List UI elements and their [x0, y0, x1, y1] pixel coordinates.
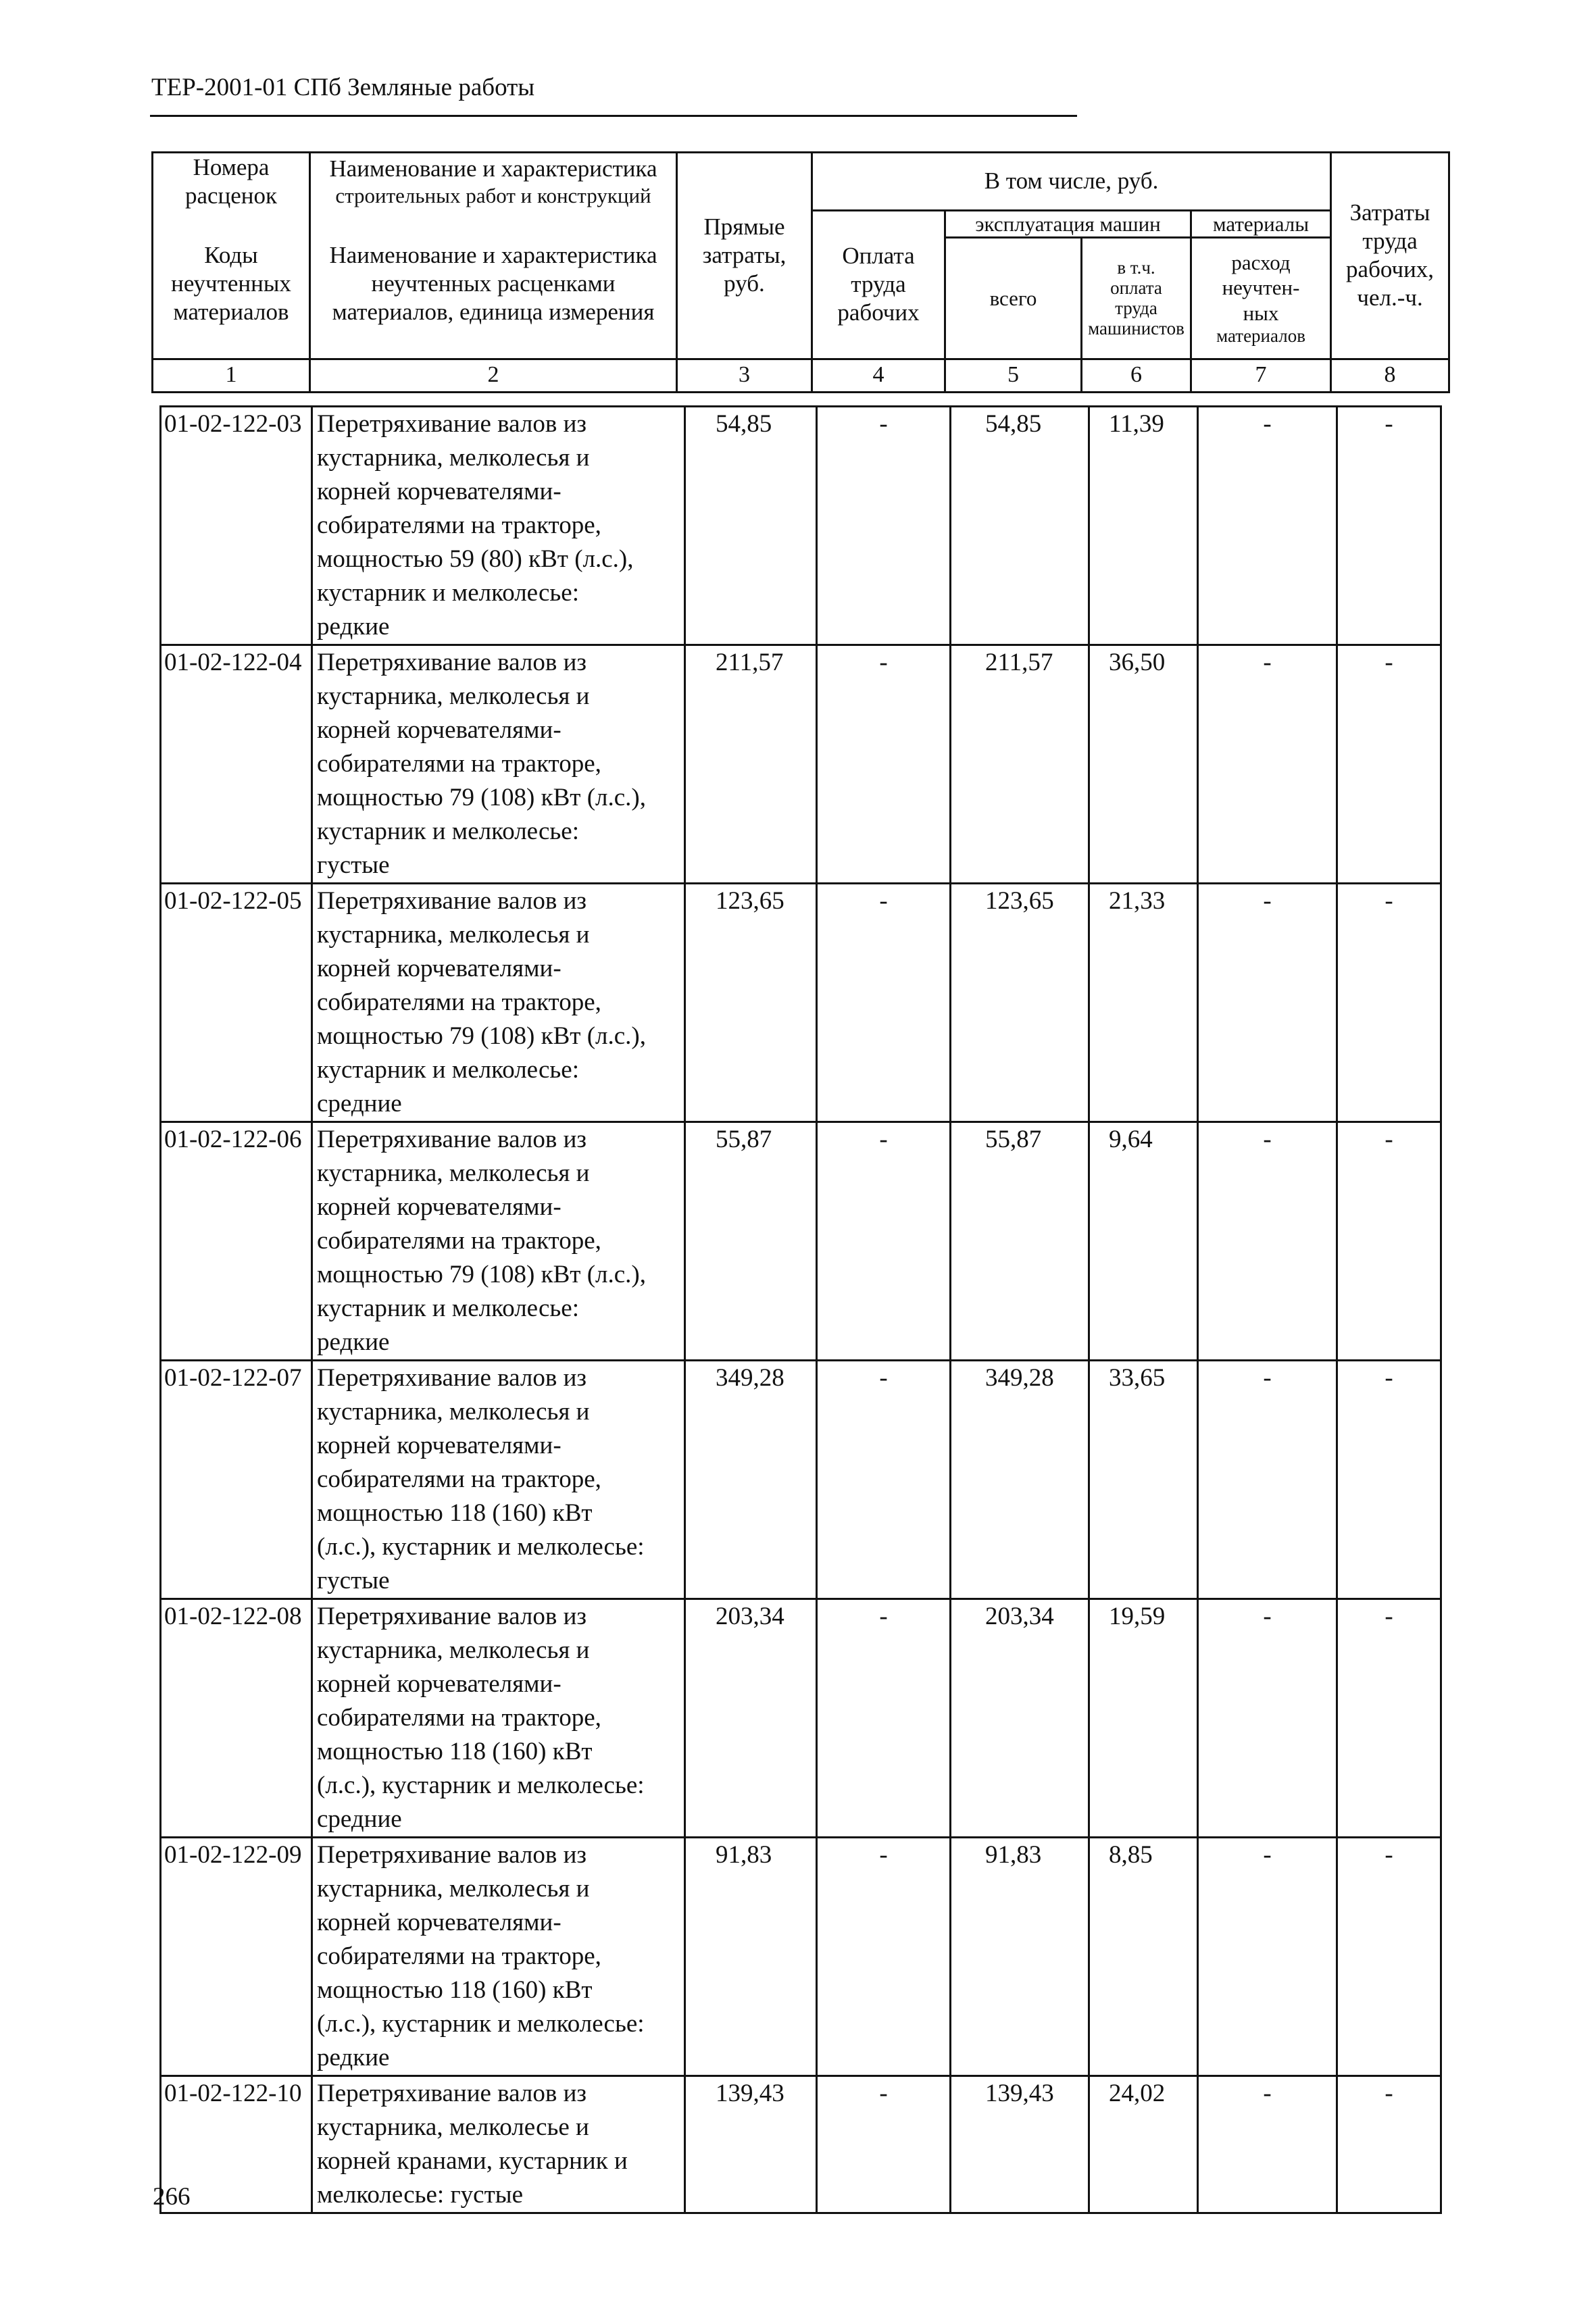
machines-total: 55,87: [951, 1122, 1089, 1361]
description-line: средние: [317, 1090, 402, 1117]
column-number: 6: [1082, 359, 1191, 392]
description-line: Перетряхивание валов из: [317, 2080, 587, 2107]
description-line: корней корчевателями-: [317, 478, 562, 505]
work-description: [312, 884, 685, 1122]
rate-code: 01-02-122-06: [161, 1122, 312, 1361]
direct-costs: 203,34: [685, 1599, 817, 1838]
direct-costs: 54,85: [685, 407, 817, 645]
rates-table: [159, 405, 1442, 2214]
unaccounted-materials: -: [1198, 1599, 1337, 1838]
work-description: [312, 645, 685, 884]
header-name-bottom: Наименование и характеристика неучтенных расценками материалов, единица измерения: [310, 210, 677, 359]
description-line: (л.с.), кустарник и мелколесье:: [317, 1771, 645, 1799]
description-line: густые: [317, 851, 390, 879]
direct-costs: 91,83: [685, 1838, 817, 2076]
description-line: корней корчевателями-: [317, 1909, 562, 1936]
direct-costs: 139,43: [685, 2076, 817, 2213]
description-line: Перетряхивание валов из: [317, 887, 587, 915]
column-number: 5: [945, 359, 1082, 392]
rate-code: 01-02-122-10: [161, 2076, 312, 2213]
operator-wages: 36,50: [1089, 645, 1198, 884]
operator-wages: 9,64: [1089, 1122, 1198, 1361]
description-line: корней корчевателями-: [317, 955, 562, 982]
header-codes-top: Номера расценок: [153, 153, 310, 211]
description-line: кустарник и мелколесье:: [317, 579, 580, 607]
labor-hours: -: [1337, 2076, 1441, 2213]
table-row: [161, 407, 1441, 645]
description-line: редкие: [317, 2044, 390, 2071]
column-number: 3: [677, 359, 812, 392]
description-line: мелколесье: густые: [317, 2181, 524, 2209]
column-number: 1: [153, 359, 310, 392]
operator-wages: 11,39: [1089, 407, 1198, 645]
rate-code: 01-02-122-08: [161, 1599, 312, 1838]
direct-costs: 211,57: [685, 645, 817, 884]
header-operator-wages: в т.ч. оплата труда машинистов: [1082, 237, 1191, 359]
machines-total: 139,43: [951, 2076, 1089, 2213]
machines-total: 123,65: [951, 884, 1089, 1122]
description-line: густые: [317, 1567, 390, 1594]
machines-total: 349,28: [951, 1361, 1089, 1599]
labor-hours: -: [1337, 645, 1441, 884]
description-line: корней корчевателями-: [317, 1193, 562, 1221]
unaccounted-materials: -: [1198, 884, 1337, 1122]
description-line: Перетряхивание валов из: [317, 1603, 587, 1630]
description-line: корней корчевателями-: [317, 716, 562, 744]
labor-hours: -: [1337, 407, 1441, 645]
running-head: ТЕР-2001-01 СПб Земляные работы: [151, 74, 535, 101]
machines-total: 211,57: [951, 645, 1089, 884]
header-labor-hours: Затраты труда рабочих, чел.-ч.: [1331, 153, 1449, 359]
header-machines-total: всего: [945, 237, 1082, 359]
description-line: кустарник и мелколесье:: [317, 1294, 580, 1322]
direct-costs: 123,65: [685, 884, 817, 1122]
description-line: кустарника, мелколесья и: [317, 1398, 590, 1426]
description-line: корней корчевателями-: [317, 1432, 562, 1459]
worker-wages: -: [817, 884, 951, 1122]
operator-wages: 21,33: [1089, 884, 1198, 1122]
description-line: кустарника, мелколесья и: [317, 921, 590, 949]
worker-wages: -: [817, 1361, 951, 1599]
description-line: собирателями на тракторе,: [317, 1465, 601, 1493]
description-line: мощностью 118 (160) кВт: [317, 1499, 593, 1527]
table-row: [161, 1838, 1441, 2076]
description-line: мощностью 118 (160) кВт: [317, 1976, 593, 2004]
description-line: мощностью 79 (108) кВт (л.с.),: [317, 1022, 646, 1050]
description-line: мощностью 79 (108) кВт (л.с.),: [317, 784, 646, 811]
worker-wages: -: [817, 407, 951, 645]
header-codes-bottom: Коды неучтенных материалов: [153, 210, 310, 359]
header-name-top: Наименование и характеристика строительных работ и конструкций: [310, 153, 677, 211]
unaccounted-materials: -: [1198, 1838, 1337, 2076]
unaccounted-materials: -: [1198, 1361, 1337, 1599]
machines-total: 203,34: [951, 1599, 1089, 1838]
operator-wages: 19,59: [1089, 1599, 1198, 1838]
description-line: собирателями на тракторе,: [317, 988, 601, 1016]
description-line: (л.с.), кустарник и мелколесье:: [317, 1533, 645, 1561]
description-line: кустарник и мелколесье:: [317, 1056, 580, 1084]
description-line: собирателями на тракторе,: [317, 1942, 601, 1970]
rate-code: 01-02-122-04: [161, 645, 312, 884]
machines-total: 54,85: [951, 407, 1089, 645]
worker-wages: -: [817, 645, 951, 884]
operator-wages: 33,65: [1089, 1361, 1198, 1599]
header-group-including: В том числе, руб.: [812, 153, 1331, 211]
description-line: корней корчевателями-: [317, 1670, 562, 1698]
work-description: [312, 1599, 685, 1838]
description-line: Перетряхивание валов из: [317, 410, 587, 438]
labor-hours: -: [1337, 1361, 1441, 1599]
description-line: (л.с.), кустарник и мелколесье:: [317, 2010, 645, 2038]
header-materials: материалы: [1191, 210, 1331, 237]
description-line: мощностью 79 (108) кВт (л.с.),: [317, 1261, 646, 1288]
rate-code: 01-02-122-09: [161, 1838, 312, 2076]
work-description: [312, 2076, 685, 2213]
description-line: Перетряхивание валов из: [317, 649, 587, 676]
table-row: [161, 1361, 1441, 1599]
worker-wages: -: [817, 1838, 951, 2076]
description-line: кустарника, мелколесья и: [317, 1636, 590, 1664]
labor-hours: -: [1337, 1599, 1441, 1838]
labor-hours: -: [1337, 1122, 1441, 1361]
description-line: кустарник и мелколесье:: [317, 818, 580, 845]
column-number: 7: [1191, 359, 1331, 392]
table-row: [161, 1599, 1441, 1838]
description-line: собирателями на тракторе,: [317, 750, 601, 778]
description-line: собирателями на тракторе,: [317, 1227, 601, 1255]
description-line: корней кранами, кустарник и: [317, 2147, 628, 2175]
unaccounted-materials: -: [1198, 2076, 1337, 2213]
unaccounted-materials: -: [1198, 1122, 1337, 1361]
description-line: кустарника, мелколесье и: [317, 2113, 589, 2141]
direct-costs: 349,28: [685, 1361, 817, 1599]
worker-wages: -: [817, 2076, 951, 2213]
description-line: средние: [317, 1805, 402, 1833]
rate-code: 01-02-122-05: [161, 884, 312, 1122]
table-row: [161, 1122, 1441, 1361]
operator-wages: 24,02: [1089, 2076, 1198, 2213]
description-line: собирателями на тракторе,: [317, 1704, 601, 1732]
rate-code: 01-02-122-07: [161, 1361, 312, 1599]
column-number: 2: [310, 359, 677, 392]
header-worker-wages: Оплата труда рабочих: [812, 210, 945, 359]
description-line: мощностью 59 (80) кВт (л.с.),: [317, 545, 634, 573]
rate-code: 01-02-122-03: [161, 407, 312, 645]
description-line: кустарника, мелколесья и: [317, 1159, 590, 1187]
work-description: [312, 1122, 685, 1361]
description-line: Перетряхивание валов из: [317, 1841, 587, 1869]
work-description: [312, 1361, 685, 1599]
description-line: кустарника, мелколесья и: [317, 682, 590, 710]
description-line: мощностью 118 (160) кВт: [317, 1738, 593, 1765]
work-description: [312, 407, 685, 645]
description-line: собирателями на тракторе,: [317, 511, 601, 539]
description-line: редкие: [317, 1328, 390, 1356]
header-machine-operation: эксплуатация машин: [945, 210, 1191, 237]
column-header-table: [151, 151, 1450, 393]
work-description: [312, 1838, 685, 2076]
unaccounted-materials: -: [1198, 645, 1337, 884]
direct-costs: 55,87: [685, 1122, 817, 1361]
table-row: [161, 2076, 1441, 2213]
worker-wages: -: [817, 1122, 951, 1361]
description-line: редкие: [317, 613, 390, 640]
table-row: [161, 884, 1441, 1122]
column-number: 4: [812, 359, 945, 392]
description-line: Перетряхивание валов из: [317, 1126, 587, 1153]
header-column-numbers: [153, 359, 1449, 392]
machines-total: 91,83: [951, 1838, 1089, 2076]
column-number: 8: [1331, 359, 1449, 392]
description-line: Перетряхивание валов из: [317, 1364, 587, 1392]
header-rule: [150, 115, 1077, 117]
operator-wages: 8,85: [1089, 1838, 1198, 2076]
description-line: кустарника, мелколесья и: [317, 1875, 590, 1903]
table-row: [161, 645, 1441, 884]
header-direct-costs: Прямые затраты, руб.: [677, 153, 812, 359]
worker-wages: -: [817, 1599, 951, 1838]
description-line: кустарника, мелколесья и: [317, 444, 590, 472]
labor-hours: -: [1337, 884, 1441, 1122]
labor-hours: -: [1337, 1838, 1441, 2076]
page-number: 266: [153, 2183, 191, 2211]
header-unaccounted-materials: расход неучтен- ных материалов: [1191, 237, 1331, 359]
unaccounted-materials: -: [1198, 407, 1337, 645]
